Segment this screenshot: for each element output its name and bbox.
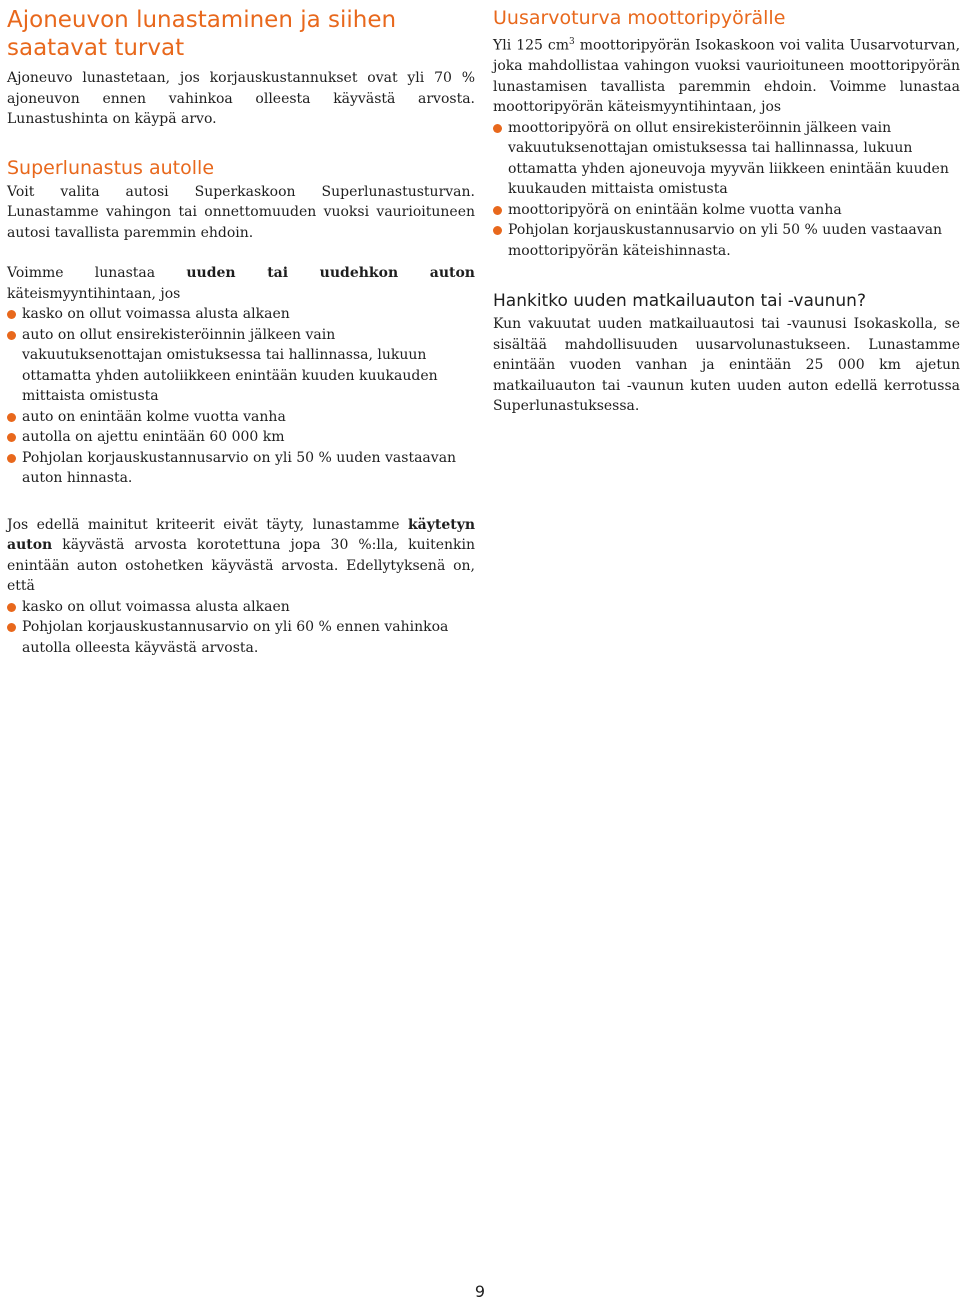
used-car-paragraph [7,515,475,597]
page-number: 9 [474,1282,486,1301]
list-item: kasko on ollut voimassa alusta alkaen [7,304,475,325]
used-car-criteria-list [7,597,475,659]
motorcycle-paragraph [493,32,960,118]
left-column [7,6,475,658]
list-item: autolla on ajettu enintään 60 000 km [7,427,475,448]
list-item: Pohjolan korjauskustannusarvio on yli 50 % uuden vastaavan auton hinnasta. [7,448,475,489]
superlunastus-heading: Superlunastus autolle [7,156,215,179]
motorcycle-text-pre: Yli 125 cm [493,37,570,54]
used-car-text-pre: Jos edellä mainitut kriteerit eivät täyty, lunastamme [7,516,400,533]
new-car-criteria-list [7,304,475,489]
intro-paragraph: Ajoneuvo lunastetaan, jos korjauskustannukset ovat yli 70 % ajoneuvon ennen vahinkoa olleesta käyvästä arvosta. Lunastushinta on käypä arvo. [7,70,475,127]
superlunastus-paragraph: Voit valita autosi Superkaskoon Superlunastusturvan. Lunastamme vahingon tai onnettomuuden vuoksi vaurioituneen autosi tavallista paremmin ehdoin. [7,183,475,241]
list-item: auto on enintään kolme vuotta vanha [7,407,475,428]
list-item: auto on ollut ensirekisteröinnin jälkeen vain vakuutuksenottajan omistuksessa tai hallinnassa, lukuun ottamatta yhden autoliikkeen enintään kuuden kuukauden mittaista omistusta [7,325,475,407]
list-item: kasko on ollut voimassa alusta alkaen [7,597,475,618]
motorcycle-text-post: moottoripyörän Isokaskoon voi valita Uusarvoturvan, joka mahdollistaa vahingon vuoksi vaurioituneen moottoripyörän lunastamisen tavallista paremmin ehdoin. Voimme lunastaa moottoripyörän käteismyyntihintaan, jos [493,37,960,116]
right-column [493,6,960,417]
camper-heading: Hankitko uuden matkailuauton tai -vaunun? [493,291,866,312]
new-car-paragraph [7,263,475,304]
list-item: Pohjolan korjauskustannusarvio on yli 60 % ennen vahinkoa autolla olleesta käyvästä arvosta. [7,617,475,658]
camper-paragraph: Kun vakuutat uuden matkailuautosi tai -vaunusi Isokaskolla, se sisältää mahdollisuuden uusarvolunastukseen. Lunastamme enintään vuoden vanhan ja enintään 25 000 km ajetun matkailuauton tai -vaunun kuten uuden auton edellä kerrotussa Superlunastuksessa. [493,316,960,415]
new-car-emphasis: uuden tai uudehkon auton [186,265,475,281]
page-title: Ajoneuvon lunastaminen ja siihen saatavat turvat [7,7,397,61]
used-car-emphasis: käytetyn auton [7,516,476,553]
motorcycle-criteria-list [493,118,960,262]
superscript: 3 [569,37,575,47]
new-car-text-pre: Voimme lunastaa [7,265,156,281]
list-item: Pohjolan korjauskustannusarvio on yli 50 % uuden vastaavan moottoripyörän käteishinnasta. [493,220,960,261]
new-car-text-post: käteismyyntihintaan, jos [7,285,181,302]
list-item: moottoripyörä on ollut ensirekisteröinnin jälkeen vain vakuutuksenottajan omistuksessa tai hallinnassa, lukuun ottamatta yhden ajoneuvoja myyvän liikkeen enintään kuuden kuukauden mittaista omistusta [493,118,960,200]
motorcycle-heading: Uusarvoturva moottoripyörälle [493,7,786,29]
list-item: moottoripyörä on enintään kolme vuotta vanha [493,200,960,221]
used-car-text-post: käyvästä arvosta korotettuna jopa 30 %:lla, kuitenkin enintään auton ostohetken käyvästä arvosta. Edellytyksenä on, että [7,537,475,594]
